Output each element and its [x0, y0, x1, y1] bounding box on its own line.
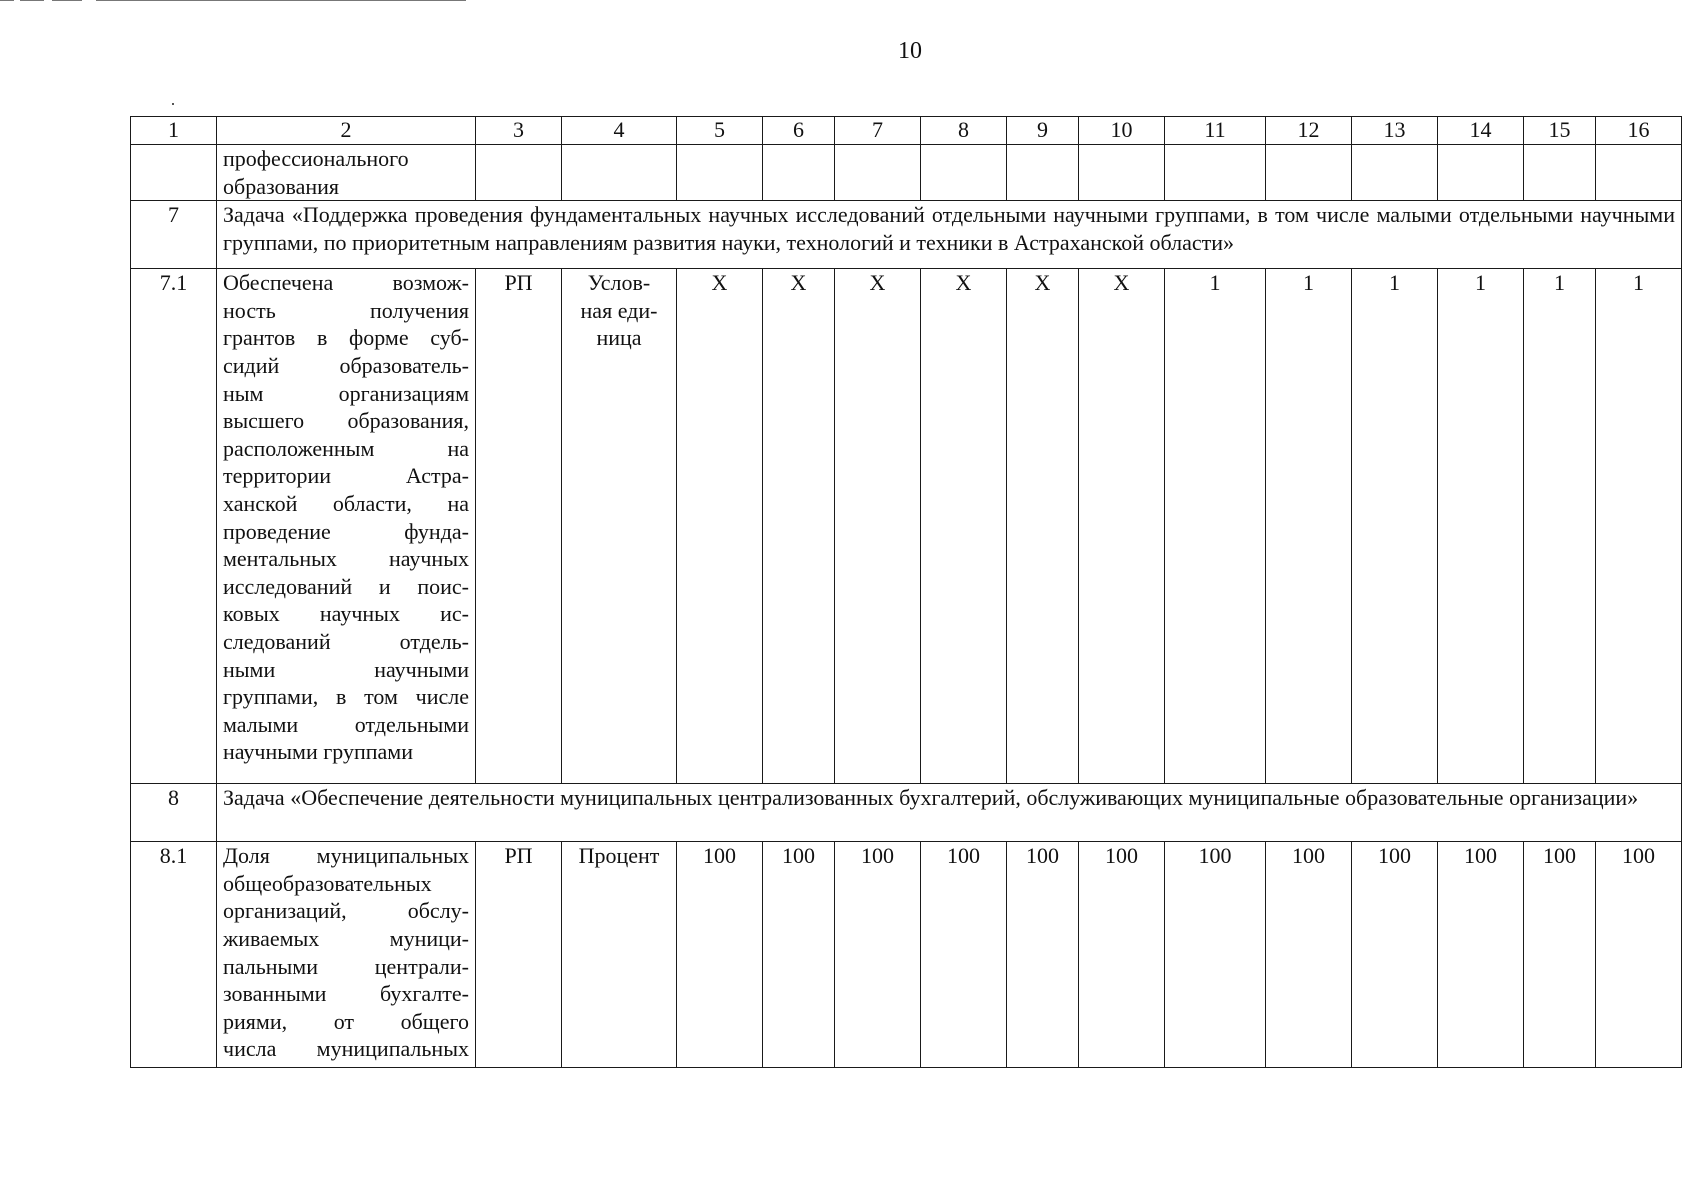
column-number: 15: [1524, 117, 1596, 145]
task-row: [131, 784, 1682, 842]
task-text: Задача «Обеспечение деятельности муниципальных централизованных бухгалтерий, обслуживающих муниципальные образовательные организации»: [217, 784, 1682, 842]
value-cell: Х: [921, 269, 1007, 784]
value-cell: 1: [1165, 269, 1266, 784]
row-number: 8.1: [131, 842, 217, 1068]
column-numbers-row: [131, 117, 1682, 145]
value-cell: 100: [1165, 842, 1266, 1068]
value-cell: Х: [1079, 269, 1165, 784]
task-text: Задача «Поддержка проведения фундаментальных научных исследований отдельными научными группами, в том числе малыми отдельными научными группами, по приоритетным направлениям развития науки, технологий и техники в Астраханской области»: [217, 201, 1682, 269]
value-cell: 100: [1596, 842, 1682, 1068]
value-cell: Х: [1007, 269, 1079, 784]
column-number: 2: [217, 117, 476, 145]
column-number: 6: [763, 117, 835, 145]
column-number: 8: [921, 117, 1007, 145]
value-cell: 100: [1079, 842, 1165, 1068]
page-number: 10: [898, 38, 922, 64]
value-cell: 100: [677, 842, 763, 1068]
value-cell: 1: [1596, 269, 1682, 784]
row-number: 7: [131, 201, 217, 269]
column-number: 11: [1165, 117, 1266, 145]
column-number: 1: [131, 117, 217, 145]
value-cell: 1: [1438, 269, 1524, 784]
value-cell: 100: [1524, 842, 1596, 1068]
column-number: 4: [562, 117, 677, 145]
indicator-row: [131, 842, 1682, 1068]
value-cell: 100: [1438, 842, 1524, 1068]
column-number: 10: [1079, 117, 1165, 145]
value-cell: 100: [835, 842, 921, 1068]
column-number: 9: [1007, 117, 1079, 145]
column-number: 12: [1266, 117, 1352, 145]
source-cell: РП: [476, 842, 562, 1068]
row-number: 8: [131, 784, 217, 842]
continuation-row: [131, 145, 1682, 201]
scan-dot: [172, 103, 174, 105]
column-number: 5: [677, 117, 763, 145]
column-number: 3: [476, 117, 562, 145]
scan-artifact: [0, 0, 470, 2]
indicator-description: профессионального образования: [217, 145, 476, 201]
column-number: 14: [1438, 117, 1524, 145]
column-number: 13: [1352, 117, 1438, 145]
column-number: 7: [835, 117, 921, 145]
value-cell: 1: [1352, 269, 1438, 784]
indicators-table: [130, 116, 1682, 1068]
value-cell: 100: [921, 842, 1007, 1068]
value-cell: 1: [1524, 269, 1596, 784]
unit-cell: Услов- ная еди- ница: [562, 269, 677, 784]
value-cell: 100: [1007, 842, 1079, 1068]
indicator-row: [131, 269, 1682, 784]
value-cell: 1: [1266, 269, 1352, 784]
value-cell: 100: [1352, 842, 1438, 1068]
value-cell: 100: [1266, 842, 1352, 1068]
source-cell: РП: [476, 269, 562, 784]
row-number: 7.1: [131, 269, 217, 784]
column-number: 16: [1596, 117, 1682, 145]
task-row: [131, 201, 1682, 269]
indicator-description: Обеспечена возмож- ность получения грантов в форме суб- сидий образователь- ным организациям высшего образования, расположенным на территории Астра- ханской области, на проведение фунда- ментальных научных исследований и поис- ковых научных ис- следований отдель- ными научными группами, в том числе малыми отдельными научными группами: [217, 269, 476, 784]
value-cell: Х: [835, 269, 921, 784]
indicator-description: Доля муниципальных общеобразовательных организаций, обслу- живаемых муници- пальными централи- зованными бухгалте- риями, от общего числа муниципальных: [217, 842, 476, 1068]
unit-cell: Процент: [562, 842, 677, 1068]
value-cell: Х: [677, 269, 763, 784]
value-cell: 100: [763, 842, 835, 1068]
value-cell: Х: [763, 269, 835, 784]
